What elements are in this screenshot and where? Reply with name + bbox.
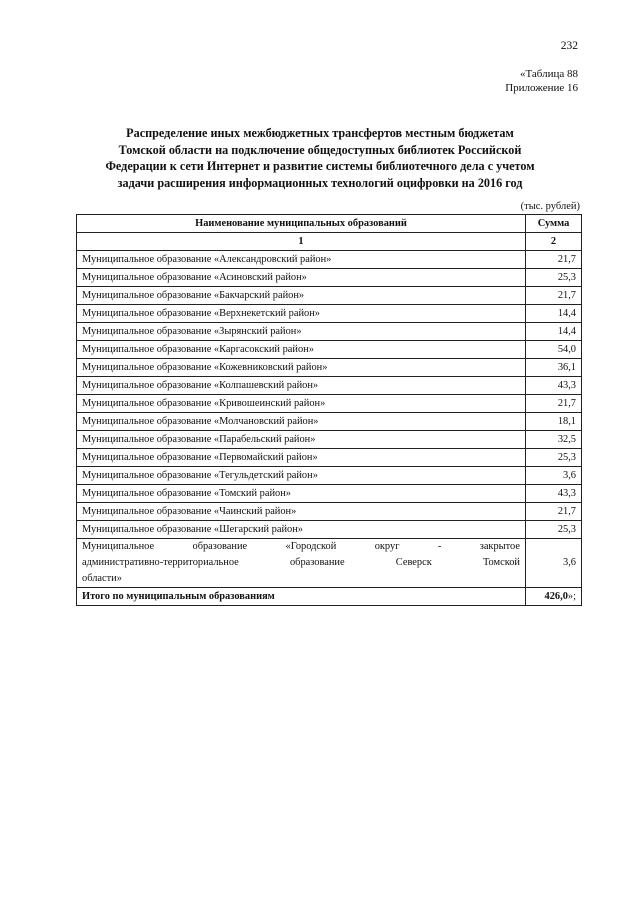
municipality-name: Муниципальное образование «Бакчарский район» [77, 287, 526, 305]
municipality-name: Муниципальное образование «Томский район» [77, 485, 526, 503]
municipality-name: Муниципальное образование «Первомайский район» [77, 449, 526, 467]
transfer-sum: 54,0 [526, 341, 582, 359]
table-row [77, 485, 582, 503]
transfer-sum: 25,3 [526, 449, 582, 467]
table-row [77, 449, 582, 467]
table-row [77, 323, 582, 341]
column-header-name: Наименование муниципальных образований [77, 215, 526, 233]
table-row [77, 287, 582, 305]
total-row [77, 588, 582, 606]
transfer-sum: 21,7 [526, 251, 582, 269]
transfer-sum: 21,7 [526, 287, 582, 305]
column-number-name: 1 [77, 233, 526, 251]
transfer-sum: 18,1 [526, 413, 582, 431]
appendix-number: Приложение 16 [505, 82, 578, 94]
table-row [77, 395, 582, 413]
title-line: Федерации к сети Интернет и развитие системы библиотечного дела с учетом [105, 159, 535, 173]
total-sum-cell [526, 588, 582, 606]
municipality-name: Муниципальное образование «Зырянский район» [77, 323, 526, 341]
municipality-name-seversk [77, 539, 526, 588]
municipality-name: Муниципальное образование «Кожевниковский район» [77, 359, 526, 377]
municipality-name: Муниципальное образование «Александровский район» [77, 251, 526, 269]
table-row [77, 377, 582, 395]
table-row [77, 359, 582, 377]
municipality-name: Муниципальное образование «Кривошеинский район» [77, 395, 526, 413]
table-row [77, 413, 582, 431]
transfer-sum: 21,7 [526, 503, 582, 521]
table-row [77, 341, 582, 359]
municipality-name: Муниципальное образование «Верхнекетский район» [77, 305, 526, 323]
transfer-sum: 3,6 [526, 467, 582, 485]
seversk-line-2: административно-территориальное образование Северск Томской [82, 557, 520, 568]
transfer-sum: 43,3 [526, 377, 582, 395]
transfer-sum: 32,5 [526, 431, 582, 449]
transfer-sum: 25,3 [526, 269, 582, 287]
table-row [77, 251, 582, 269]
page-number: 232 [560, 40, 578, 52]
column-number-row [77, 233, 582, 251]
municipality-name: Муниципальное образование «Асиновский район» [77, 269, 526, 287]
transfer-sum: 25,3 [526, 521, 582, 539]
seversk-line-1: Муниципальное образование «Городской округ - закрытое [82, 541, 520, 552]
transfer-sum: 14,4 [526, 305, 582, 323]
document-title [70, 125, 570, 191]
municipality-name: Муниципальное образование «Чаинский район» [77, 503, 526, 521]
municipality-name: Муниципальное образование «Колпашевский район» [77, 377, 526, 395]
table-number: «Таблица 88 [519, 68, 578, 80]
table-row [77, 521, 582, 539]
table-row-seversk [77, 539, 582, 588]
column-header-sum: Сумма [526, 215, 582, 233]
total-suffix: »; [567, 590, 576, 602]
table-row [77, 269, 582, 287]
transfer-sum: 36,1 [526, 359, 582, 377]
municipality-name: Муниципальное образование «Парабельский район» [77, 431, 526, 449]
transfer-sum: 3,6 [526, 539, 582, 588]
transfers-table [76, 214, 582, 606]
title-line: Распределение иных межбюджетных трансфертов местным бюджетам [126, 126, 514, 140]
column-number-sum: 2 [526, 233, 582, 251]
total-label: Итого по муниципальным образованиям [77, 588, 526, 606]
table-row [77, 503, 582, 521]
header-row [77, 215, 582, 233]
municipality-name: Муниципальное образование «Молчановский район» [77, 413, 526, 431]
title-line: Томской области на подключение общедоступных библиотек Российской [118, 142, 522, 157]
total-sum: 426,0 [544, 590, 568, 602]
municipality-name: Муниципальное образование «Тегульдетский район» [77, 467, 526, 485]
transfer-sum: 14,4 [526, 323, 582, 341]
transfer-sum: 43,3 [526, 485, 582, 503]
table-row [77, 431, 582, 449]
municipality-name: Муниципальное образование «Каргасокский район» [77, 341, 526, 359]
seversk-line-3: области» [82, 573, 122, 584]
table-row [77, 467, 582, 485]
title-line: задачи расширения информационных технологий оцифровки на 2016 год [117, 175, 523, 190]
table-row [77, 305, 582, 323]
transfer-sum: 21,7 [526, 395, 582, 413]
table-reference [505, 67, 578, 95]
units-note: (тыс. рублей) [520, 201, 580, 212]
municipality-name: Муниципальное образование «Шегарский район» [77, 521, 526, 539]
